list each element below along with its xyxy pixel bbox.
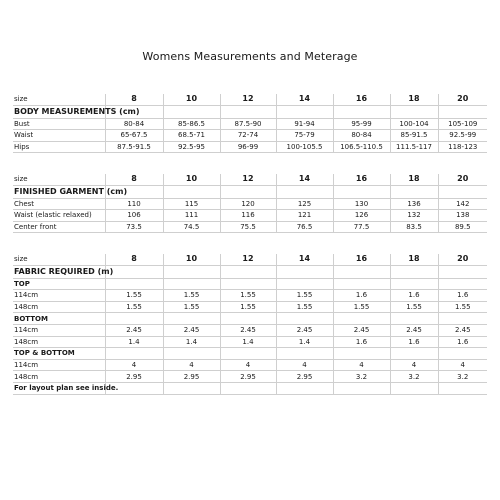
row-label: 114cm bbox=[13, 290, 105, 302]
measurement-cell: 1.55 bbox=[276, 290, 333, 302]
empty-cell bbox=[390, 382, 438, 394]
size-column-header: 14 bbox=[276, 94, 333, 105]
row-label: Waist bbox=[13, 130, 105, 142]
size-column-header: 20 bbox=[438, 174, 487, 185]
table-row bbox=[13, 198, 487, 210]
measurement-cell: 1.6 bbox=[390, 336, 438, 348]
row-label: 114cm bbox=[13, 324, 105, 336]
empty-cell bbox=[438, 278, 487, 290]
row-label: Bust bbox=[13, 118, 105, 130]
measurement-cell: 1.6 bbox=[390, 290, 438, 302]
measurement-cell: 136 bbox=[390, 198, 438, 210]
table-row bbox=[13, 118, 487, 130]
measurement-cell: 4 bbox=[105, 359, 163, 371]
group-heading-row bbox=[13, 313, 487, 325]
measurement-cell: 1.4 bbox=[220, 336, 276, 348]
measurement-cell: 95-99 bbox=[333, 118, 390, 130]
empty-cell bbox=[333, 278, 390, 290]
measurement-cell: 89.5 bbox=[438, 221, 487, 233]
size-column-header: 8 bbox=[105, 94, 163, 105]
measurement-cell: 87.5-91.5 bbox=[105, 141, 163, 153]
measurement-cell: 120 bbox=[220, 198, 276, 210]
empty-cell bbox=[390, 105, 438, 118]
empty-cell bbox=[163, 185, 220, 198]
finished-garment-table bbox=[13, 174, 487, 233]
table-row bbox=[13, 359, 487, 371]
measurement-cell: 2.45 bbox=[390, 324, 438, 336]
empty-cell bbox=[333, 313, 390, 325]
row-label: 148cm bbox=[13, 336, 105, 348]
row-label: 148cm bbox=[13, 301, 105, 313]
measurement-cell: 121 bbox=[276, 210, 333, 222]
measurement-cell: 80-84 bbox=[105, 118, 163, 130]
measurement-cell: 1.55 bbox=[105, 301, 163, 313]
measurement-cell: 1.55 bbox=[438, 301, 487, 313]
table-row bbox=[13, 336, 487, 348]
size-column-header: 16 bbox=[333, 254, 390, 265]
size-column-header: 16 bbox=[333, 174, 390, 185]
empty-cell bbox=[390, 265, 438, 278]
measurement-cell: 3.2 bbox=[438, 371, 487, 383]
empty-cell bbox=[333, 348, 390, 360]
measurement-cell: 118-123 bbox=[438, 141, 487, 153]
measurement-cell: 85-86.5 bbox=[163, 118, 220, 130]
size-column-header: 18 bbox=[390, 254, 438, 265]
size-header-row bbox=[13, 254, 487, 265]
row-label: Hips bbox=[13, 141, 105, 153]
empty-cell bbox=[276, 265, 333, 278]
size-label: size bbox=[13, 254, 105, 265]
empty-cell bbox=[390, 313, 438, 325]
measurement-cell: 105-109 bbox=[438, 118, 487, 130]
measurement-cell: 132 bbox=[390, 210, 438, 222]
measurement-cell: 83.5 bbox=[390, 221, 438, 233]
measurement-cell: 111.5-117 bbox=[390, 141, 438, 153]
measurement-cell: 2.45 bbox=[163, 324, 220, 336]
measurement-cell: 4 bbox=[333, 359, 390, 371]
measurement-cell: 125 bbox=[276, 198, 333, 210]
size-column-header: 20 bbox=[438, 94, 487, 105]
empty-cell bbox=[163, 348, 220, 360]
section-heading: FINISHED GARMENT (cm) bbox=[13, 185, 105, 198]
table-row bbox=[13, 301, 487, 313]
body-measurements-heading-row bbox=[13, 105, 487, 118]
measurement-cell: 1.6 bbox=[438, 290, 487, 302]
group-heading: TOP bbox=[13, 278, 105, 290]
empty-cell bbox=[220, 313, 276, 325]
measurement-cell: 111 bbox=[163, 210, 220, 222]
size-column-header: 20 bbox=[438, 254, 487, 265]
measurement-cell: 106.5-110.5 bbox=[333, 141, 390, 153]
measurement-cell: 130 bbox=[333, 198, 390, 210]
measurement-cell: 80-84 bbox=[333, 130, 390, 142]
table-row bbox=[13, 371, 487, 383]
measurement-cell: 75.5 bbox=[220, 221, 276, 233]
table-row bbox=[13, 324, 487, 336]
empty-cell bbox=[333, 382, 390, 394]
empty-cell bbox=[105, 278, 163, 290]
empty-cell bbox=[105, 313, 163, 325]
size-column-header: 12 bbox=[220, 254, 276, 265]
group-heading: TOP & BOTTOM bbox=[13, 348, 105, 360]
measurement-cell: 110 bbox=[105, 198, 163, 210]
size-column-header: 14 bbox=[276, 174, 333, 185]
empty-cell bbox=[390, 185, 438, 198]
empty-cell bbox=[105, 265, 163, 278]
table-row bbox=[13, 290, 487, 302]
size-column-header: 18 bbox=[390, 174, 438, 185]
measurement-cell: 76.5 bbox=[276, 221, 333, 233]
row-label: 114cm bbox=[13, 359, 105, 371]
size-label: size bbox=[13, 94, 105, 105]
size-column-header: 16 bbox=[333, 94, 390, 105]
size-header-row bbox=[13, 174, 487, 185]
empty-cell bbox=[220, 185, 276, 198]
empty-cell bbox=[276, 278, 333, 290]
measurement-cell: 2.45 bbox=[438, 324, 487, 336]
measurement-cell: 91-94 bbox=[276, 118, 333, 130]
measurement-cell: 2.45 bbox=[105, 324, 163, 336]
measurement-cell: 96-99 bbox=[220, 141, 276, 153]
section-heading: BODY MEASUREMENTS (cm) bbox=[13, 105, 105, 118]
empty-cell bbox=[220, 265, 276, 278]
size-header-row bbox=[13, 94, 487, 105]
measurement-cell: 1.6 bbox=[333, 336, 390, 348]
table-row bbox=[13, 141, 487, 153]
measurement-cell: 2.45 bbox=[333, 324, 390, 336]
group-heading: BOTTOM bbox=[13, 313, 105, 325]
size-column-header: 10 bbox=[163, 94, 220, 105]
measurement-cell: 100-105.5 bbox=[276, 141, 333, 153]
empty-cell bbox=[163, 265, 220, 278]
size-label: size bbox=[13, 174, 105, 185]
empty-cell bbox=[333, 105, 390, 118]
empty-cell bbox=[276, 348, 333, 360]
measurement-cell: 142 bbox=[438, 198, 487, 210]
size-column-header: 8 bbox=[105, 254, 163, 265]
measurement-cell: 1.4 bbox=[105, 336, 163, 348]
measurement-cell: 116 bbox=[220, 210, 276, 222]
measurement-cell: 3.2 bbox=[390, 371, 438, 383]
size-column-header: 14 bbox=[276, 254, 333, 265]
empty-cell bbox=[163, 313, 220, 325]
measurement-cell: 1.55 bbox=[390, 301, 438, 313]
empty-cell bbox=[390, 348, 438, 360]
measurement-cell: 77.5 bbox=[333, 221, 390, 233]
row-label: 148cm bbox=[13, 371, 105, 383]
measurement-cell: 1.4 bbox=[163, 336, 220, 348]
measurement-cell: 2.95 bbox=[163, 371, 220, 383]
measurement-cell: 87.5-90 bbox=[220, 118, 276, 130]
measurement-cell: 106 bbox=[105, 210, 163, 222]
empty-cell bbox=[438, 382, 487, 394]
measurement-cell: 1.55 bbox=[333, 301, 390, 313]
measurement-cell: 73.5 bbox=[105, 221, 163, 233]
measurement-cell: 92.5-99 bbox=[438, 130, 487, 142]
empty-cell bbox=[276, 105, 333, 118]
empty-cell bbox=[276, 185, 333, 198]
finished-garment-heading-row bbox=[13, 185, 487, 198]
empty-cell bbox=[390, 278, 438, 290]
section-heading: FABRIC REQUIRED (m) bbox=[13, 265, 105, 278]
size-column-header: 12 bbox=[220, 94, 276, 105]
fabric-required-heading-row bbox=[13, 265, 487, 278]
group-heading-row bbox=[13, 348, 487, 360]
empty-cell bbox=[105, 348, 163, 360]
empty-cell bbox=[333, 185, 390, 198]
measurement-cell: 1.55 bbox=[220, 290, 276, 302]
measurement-cell: 2.45 bbox=[220, 324, 276, 336]
empty-cell bbox=[163, 105, 220, 118]
empty-cell bbox=[438, 185, 487, 198]
measurement-cell: 4 bbox=[390, 359, 438, 371]
empty-cell bbox=[220, 105, 276, 118]
size-column-header: 10 bbox=[163, 174, 220, 185]
measurement-cell: 75-79 bbox=[276, 130, 333, 142]
size-column-header: 8 bbox=[105, 174, 163, 185]
row-label: Chest bbox=[13, 198, 105, 210]
measurement-cell: 92.5-95 bbox=[163, 141, 220, 153]
measurement-cell: 100-104 bbox=[390, 118, 438, 130]
measurement-cell: 4 bbox=[220, 359, 276, 371]
table-row bbox=[13, 221, 487, 233]
row-label: Waist (elastic relaxed) bbox=[13, 210, 105, 222]
measurement-cell: 138 bbox=[438, 210, 487, 222]
empty-cell bbox=[220, 348, 276, 360]
measurement-cell: 4 bbox=[438, 359, 487, 371]
measurement-cell: 115 bbox=[163, 198, 220, 210]
fabric-required-table bbox=[13, 254, 487, 395]
measurement-cell: 74.5 bbox=[163, 221, 220, 233]
empty-cell bbox=[163, 278, 220, 290]
measurement-cell: 4 bbox=[163, 359, 220, 371]
empty-cell bbox=[333, 265, 390, 278]
measurement-cell: 1.55 bbox=[163, 301, 220, 313]
table-row bbox=[13, 130, 487, 142]
empty-cell bbox=[276, 313, 333, 325]
layout-note-row bbox=[13, 382, 487, 394]
measurement-cell: 1.55 bbox=[220, 301, 276, 313]
measurement-cell: 68.5-71 bbox=[163, 130, 220, 142]
group-heading-row bbox=[13, 278, 487, 290]
empty-cell bbox=[438, 105, 487, 118]
body-measurements-table bbox=[13, 94, 487, 153]
measurement-cell: 2.95 bbox=[220, 371, 276, 383]
measurement-cell: 85-91.5 bbox=[390, 130, 438, 142]
empty-cell bbox=[438, 348, 487, 360]
measurement-cell: 65-67.5 bbox=[105, 130, 163, 142]
empty-cell bbox=[438, 313, 487, 325]
measurement-cell: 2.95 bbox=[105, 371, 163, 383]
measurement-cell: 2.95 bbox=[276, 371, 333, 383]
measurement-cell: 1.55 bbox=[276, 301, 333, 313]
row-label: Center front bbox=[13, 221, 105, 233]
measurement-cell: 126 bbox=[333, 210, 390, 222]
measurement-cell: 1.6 bbox=[333, 290, 390, 302]
size-column-header: 10 bbox=[163, 254, 220, 265]
measurement-cell: 1.55 bbox=[163, 290, 220, 302]
empty-cell bbox=[220, 278, 276, 290]
measurement-cell: 3.2 bbox=[333, 371, 390, 383]
empty-cell bbox=[220, 382, 276, 394]
empty-cell bbox=[163, 382, 220, 394]
measurement-cell: 1.6 bbox=[438, 336, 487, 348]
table-row bbox=[13, 210, 487, 222]
measurement-cell: 4 bbox=[276, 359, 333, 371]
measurement-cell: 1.4 bbox=[276, 336, 333, 348]
measurement-cell: 2.45 bbox=[276, 324, 333, 336]
page-title: Womens Measurements and Meterage bbox=[142, 50, 358, 63]
empty-cell bbox=[276, 382, 333, 394]
measurement-cell: 1.55 bbox=[105, 290, 163, 302]
measurement-cell: 72-74 bbox=[220, 130, 276, 142]
size-column-header: 12 bbox=[220, 174, 276, 185]
size-column-header: 18 bbox=[390, 94, 438, 105]
empty-cell bbox=[438, 265, 487, 278]
layout-note: For layout plan see inside. bbox=[14, 384, 119, 393]
